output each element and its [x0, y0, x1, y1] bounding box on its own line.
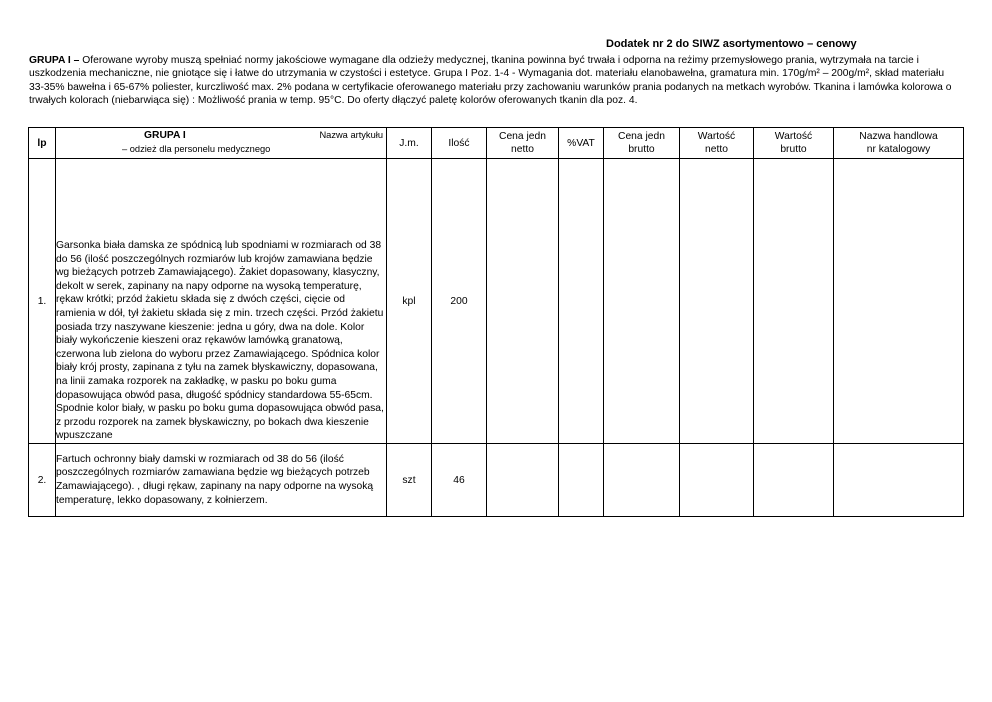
- row-value-net: [680, 159, 754, 444]
- header-group: GRUPA I: [144, 130, 186, 141]
- header-price-net-line2: netto: [511, 144, 534, 155]
- header-quantity: Ilość: [432, 128, 487, 159]
- row-description: Fartuch ochronny biały damski w rozmiarach od 38 do 56 (ilość poszczególnych rozmiarów zamawiana będzie wg bieżących potrzeb Zamawiającego). , długi rękaw, zapinany na napy odporne na wysoką temperaturę, lekko dopasowany, z kołnierzem.: [56, 444, 387, 517]
- header-trade-name-line1: Nazwa handlowa: [859, 131, 938, 142]
- header-value-net-line2: netto: [705, 144, 728, 155]
- header-unit: J.m.: [387, 128, 432, 159]
- header-vat: %VAT: [559, 128, 604, 159]
- table-row: [29, 159, 964, 444]
- header-price-gross: [604, 128, 680, 159]
- header-trade-name: [834, 128, 964, 159]
- row-lp: 2.: [29, 444, 56, 517]
- row-vat: [559, 159, 604, 444]
- row-trade-name: [834, 159, 964, 444]
- header-value-gross-line1: Wartość: [774, 131, 813, 142]
- header-value-gross-line2: brutto: [780, 144, 807, 155]
- header-price-net-line1: Cena jedn: [499, 131, 546, 142]
- row-quantity: 46: [432, 444, 487, 517]
- header-value-gross: [754, 128, 834, 159]
- row-value-net: [680, 444, 754, 517]
- row-price-gross: [604, 444, 680, 517]
- table-row: [29, 444, 964, 517]
- row-unit: szt: [387, 444, 432, 517]
- price-table: [28, 127, 964, 517]
- header-price-net: [487, 128, 559, 159]
- row-lp: 1.: [29, 159, 56, 444]
- header-article: [56, 128, 387, 159]
- header-article-name: Nazwa artykułu: [319, 130, 383, 140]
- row-description: Garsonka biała damska ze spódnicą lub spodniami w rozmiarach od 38 do 56 (ilość poszczególnych rozmiarów lub krojów zamawiana będzie wg bieżących potrzeb Zamawiającego). Żakiet dopasowany, klasyczny, dekolt w serek, zapinany na napy odporne na wysoką temperaturę, rękaw krótki; przód żakietu składa się z dwóch części, cięcie od ramienia w dół, tył żakietu składa się z min. trzech części. Przód żakietu posiada trzy naszywane kieszenie: jedna u góry, dwa na dole. Kolor biały wykończenie kieszeni oraz rękawów lamówką granatową, czerwona lub zielona do wyboru przez Zamawiającego. Spódnica kolor biały krój prosty, zapinana z tyłu na zamek błyskawiczny, dopasowana, na linii zamaka rozporek na zakładkę, w pasku po boku guma dopasowująca obwód pasa, długość spódnicy standardowa 55-65cm. Spodnie kolor biały, w pasku po boku guma dopasowująca obwód pasa, z przodu rozporek na zamek błyskawiczny, po bokach dwa kieszenie wpuszczane: [56, 159, 387, 444]
- header-value-net-line1: Wartość: [697, 131, 736, 142]
- intro-paragraph: [29, 54, 959, 108]
- document-title: Dodatek nr 2 do SIWZ asortymentowo – cenowy: [606, 38, 857, 50]
- row-trade-name: [834, 444, 964, 517]
- row-quantity: 200: [432, 159, 487, 444]
- header-lp: lp: [29, 128, 56, 159]
- table-header-row: [29, 128, 964, 159]
- intro-text: Oferowane wyroby muszą spełniać normy jakościowe wymagane dla odzieży medycznej, tkanina powinna być trwała i odporna na reżimy przemysłowego prania, wytrzymała na tarcie i uszkodzenia mechaniczne, nie gniotące się i łatwe do utrzymania w czystości i estetyce. Grupa I Poz. 1-4 - Wymagania dot. materiału elanobawełna, gramatura min. 170g/m² – 200g/m², skład materiału 33-35% bawełna i 65-67% poliester, kurczliwość max. 2% podana w certyfikacie oferowanego materiału przy zachowaniu warunków prania podanych na metkach wyrobów. Tkanina i lamówka kolorowa o trwałych kolorach (niebarwiąca się) : Możliwość prania w temp. 95°C. Do oferty dłączyć paletę kolorów oferowanych tkanin dla poz. 4.: [29, 55, 952, 107]
- intro-bold-label: GRUPA I –: [29, 55, 80, 66]
- row-value-gross: [754, 159, 834, 444]
- row-price-net: [487, 444, 559, 517]
- row-value-gross: [754, 444, 834, 517]
- header-group-sub: – odzież dla personelu medycznego: [122, 144, 271, 154]
- row-unit: kpl: [387, 159, 432, 444]
- row-price-net: [487, 159, 559, 444]
- row-vat: [559, 444, 604, 517]
- header-price-gross-line2: brutto: [628, 144, 655, 155]
- header-value-net: [680, 128, 754, 159]
- row-price-gross: [604, 159, 680, 444]
- header-price-gross-line1: Cena jedn: [618, 131, 665, 142]
- header-trade-name-line2: nr katalogowy: [866, 144, 931, 155]
